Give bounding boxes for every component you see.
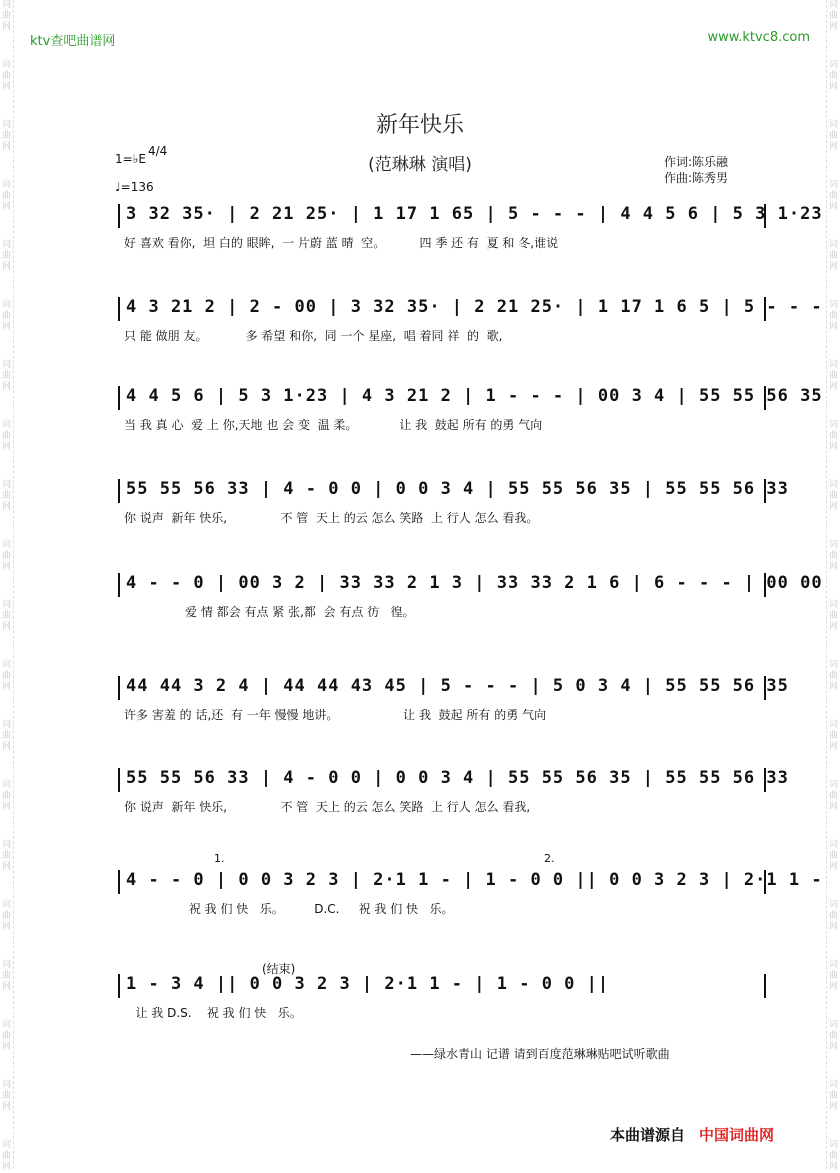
- lyric-line: 许多 害羞 的 话,还 有 一年 慢慢 地讲。 让 我 鼓起 所有 的勇 气向: [124, 708, 547, 722]
- header-right-link[interactable]: www.ktvc8.com: [707, 30, 810, 45]
- score-row: [118, 297, 823, 345]
- watermark-glyph: 词 曲 网: [828, 60, 838, 92]
- lyric-line: 爱 情 都会 有点 紧 张,都 会 有点 彷 徨。: [124, 605, 415, 619]
- score-row: [118, 386, 823, 434]
- source-site-link[interactable]: 中国词曲网: [699, 1126, 775, 1144]
- end-label: (结束): [262, 962, 296, 976]
- notation-line: 44 44 3 2 4 | 44 44 43 45 | 5 - - - | 5 0 3 4 | 55 55 56 35: [118, 676, 766, 700]
- watermark-glyph: 词 曲 网: [828, 900, 838, 932]
- notation-line: 55 55 56 33 | 4 - 0 0 | 0 0 3 4 | 55 55 56 35 | 55 55 56 33: [118, 479, 766, 503]
- watermark-glyph: 词 曲 网: [1, 0, 11, 32]
- watermark-glyph: 词 曲 网: [1, 660, 11, 692]
- watermark-glyph: 词 曲 网: [828, 1080, 838, 1112]
- watermark-glyph: 词 曲 网: [1, 300, 11, 332]
- first-ending-mark: 1.: [214, 852, 225, 865]
- left-margin-strip: [0, 0, 14, 1169]
- song-title: 新年快乐: [375, 113, 464, 138]
- watermark-glyph: 词 曲 网: [1, 120, 11, 152]
- lyric-line: 只 能 做朋 友。 多 希望 和你, 同 一个 星座, 唱 着同 祥 的 歌,: [124, 329, 503, 343]
- time-signature: 4/4: [148, 144, 168, 158]
- watermark-glyph: 词 曲 网: [1, 1080, 11, 1112]
- notation-line: 4 - - 0 | 0 0 3 2 3 | 2·1 1 - | 1 - 0 0 || 0 0 3 2 3 | 2·1 1 -: [118, 870, 766, 894]
- watermark-glyph: 词 曲 网: [1, 480, 11, 512]
- lyric-line: 祝 我 们 快 乐。 D.C. 祝 我 们 快 乐。: [124, 902, 454, 916]
- watermark-glyph: 词 曲 网: [1, 540, 11, 572]
- watermark-glyph: 词 曲 网: [1, 1020, 11, 1052]
- watermark-glyph: 词 曲 网: [1, 180, 11, 212]
- watermark-glyph: 词 曲 网: [828, 840, 838, 872]
- watermark-glyph: 词 曲 网: [828, 180, 838, 212]
- watermark-glyph: 词 曲 网: [1, 360, 11, 392]
- score-row: [118, 204, 823, 252]
- watermark-glyph: 词 曲 网: [1, 1140, 11, 1172]
- watermark-glyph: 词 曲 网: [828, 120, 838, 152]
- watermark-glyph: 词 曲 网: [1, 420, 11, 452]
- header-left-link[interactable]: ktv查吧曲谱网: [30, 34, 116, 49]
- lyric-line: 好 喜欢 看你, 坦 白的 眼眸, 一 片蔚 蓝 晴 空。 四 季 还 有 夏 和 冬,谁说: [124, 236, 559, 250]
- watermark-glyph: 词 曲 网: [828, 660, 838, 692]
- score-row: [118, 974, 766, 1022]
- watermark-glyph: 词 曲 网: [828, 360, 838, 392]
- lyric-line: 让 我 D.S. 祝 我 们 快 乐。: [124, 1006, 302, 1020]
- notation-line: 3 32 35· | 2 21 25· | 1 17 1 65 | 5 - - - | 4 4 5 6 | 5 3 1·23: [118, 204, 766, 228]
- watermark-glyph: 词 曲 网: [828, 300, 838, 332]
- watermark-glyph: 词 曲 网: [828, 540, 838, 572]
- watermark-glyph: 词 曲 网: [828, 960, 838, 992]
- watermark-glyph: 词 曲 网: [828, 1140, 838, 1172]
- composer-credit: 作曲:陈秀男: [664, 171, 729, 185]
- notation-line: 55 55 56 33 | 4 - 0 0 | 0 0 3 4 | 55 55 56 35 | 55 55 56 33: [118, 768, 766, 792]
- watermark-glyph: 词 曲 网: [828, 0, 838, 32]
- watermark-glyph: 词 曲 网: [828, 480, 838, 512]
- watermark-glyph: 词 曲 网: [828, 600, 838, 632]
- notation-line: 4 3 21 2 | 2 - 00 | 3 32 35· | 2 21 25· | 1 17 1 6 5 | 5 - - -: [118, 297, 766, 321]
- watermark-glyph: 词 曲 网: [828, 720, 838, 752]
- source-footer: [610, 1124, 774, 1145]
- watermark-glyph: 词 曲 网: [1, 900, 11, 932]
- watermark-glyph: 词 曲 网: [1, 720, 11, 752]
- recorder-note: ——绿水青山 记谱 请到百度范琳琳贴吧试听歌曲: [410, 1047, 670, 1061]
- score-row: [118, 870, 823, 918]
- watermark-glyph: 词 曲 网: [1, 60, 11, 92]
- song-singer: (范琳琳 演唱): [368, 155, 472, 175]
- watermark-glyph: 词 曲 网: [828, 240, 838, 272]
- score-row: [118, 768, 789, 816]
- watermark-glyph: 词 曲 网: [1, 840, 11, 872]
- key-signature: 1=♭E: [115, 152, 146, 166]
- notation-line: 1 - 3 4 || 0 0 3 2 3 | 2·1 1 - | 1 - 0 0 ||: [118, 974, 766, 998]
- second-ending-mark: 2.: [544, 852, 555, 865]
- watermark-glyph: 词 曲 网: [1, 600, 11, 632]
- lyric-line: 当 我 真 心 爱 上 你,天地 也 会 变 温 柔。 让 我 鼓起 所有 的勇 气向: [124, 418, 543, 432]
- score-row: [118, 676, 789, 724]
- score-row: [118, 479, 789, 527]
- watermark-glyph: 词 曲 网: [1, 780, 11, 812]
- watermark-glyph: 词 曲 网: [1, 960, 11, 992]
- score-row: [118, 573, 823, 621]
- watermark-glyph: 词 曲 网: [1, 240, 11, 272]
- notation-line: 4 4 5 6 | 5 3 1·23 | 4 3 21 2 | 1 - - - | 00 3 4 | 55 55 56 35: [118, 386, 766, 410]
- notation-line: 4 - - 0 | 00 3 2 | 33 33 2 1 3 | 33 33 2 1 6 | 6 - - - | 00 00: [118, 573, 766, 597]
- source-label: 本曲谱源自: [610, 1126, 686, 1144]
- tempo-marking: ♩=136: [115, 180, 154, 194]
- lyricist-credit: 作词:陈乐融: [664, 155, 729, 169]
- right-margin-strip: [826, 0, 840, 1169]
- watermark-glyph: 词 曲 网: [828, 420, 838, 452]
- watermark-glyph: 词 曲 网: [828, 780, 838, 812]
- lyric-line: 你 说声 新年 快乐, 不 管 天上 的云 怎么 笑路 上 行人 怎么 看我,: [124, 800, 531, 814]
- lyric-line: 你 说声 新年 快乐, 不 管 天上 的云 怎么 笑路 上 行人 怎么 看我。: [124, 511, 539, 525]
- watermark-glyph: 词 曲 网: [828, 1020, 838, 1052]
